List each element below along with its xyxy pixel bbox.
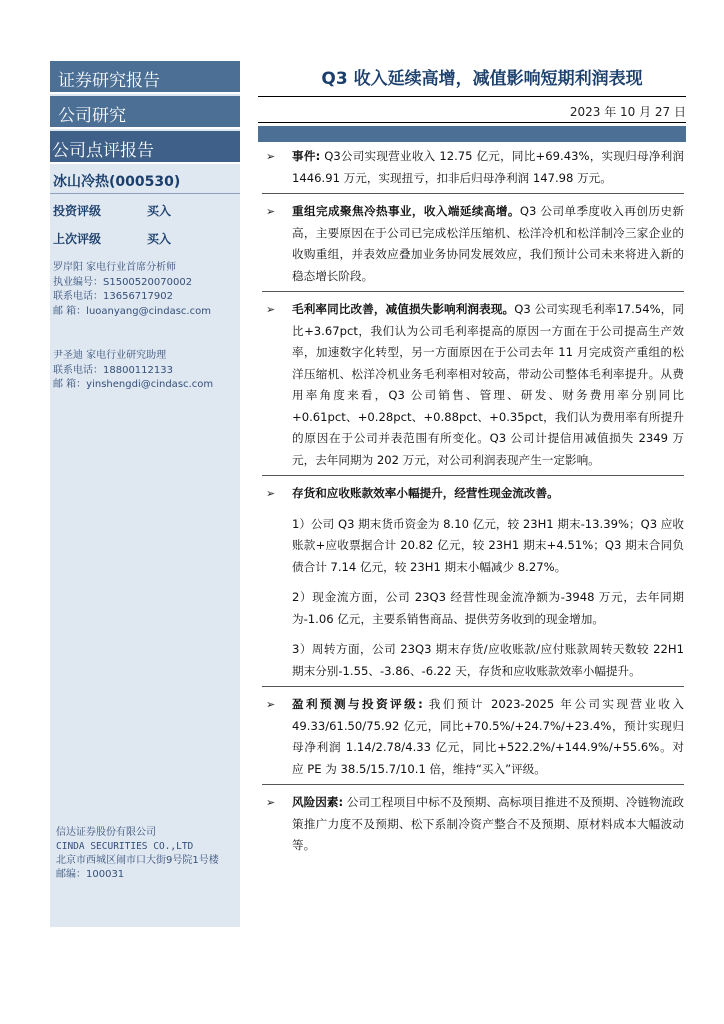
analyst-phone: 联系电话：18800112133 xyxy=(53,364,173,376)
rating-label: 上次评级 xyxy=(53,232,102,246)
bullet-arrow-icon: ➢ xyxy=(266,205,276,218)
report-subtype-label: 公司点评报告 xyxy=(50,131,240,164)
bullet-heading: 毛利率同比改善，减值损失影响利润表现。 xyxy=(292,302,515,316)
analyst-card xyxy=(53,349,213,393)
bullet-text: 我们预计 2023-2025 年公司实现营业收入 49.33/61.50/75.92 亿元，同比+70.5%/+24.7%/+23.4%，预计实现归母净利润 1.14/2.78/4.33 亿元，同比+522.2%/+144.9%/+55.6%。对应 PE 为 38.5/15.7/10.1 倍，维持“买入”评级。 xyxy=(292,697,684,776)
header-band xyxy=(258,126,686,142)
company-postcode: 邮编：100031 xyxy=(56,869,125,880)
analyst-phone: 联系电话：13656717902 xyxy=(53,291,173,302)
stock-name: 冰山冷热(000530) xyxy=(50,167,240,194)
bullet-risk xyxy=(262,792,684,857)
section-divider xyxy=(262,784,684,785)
bullet-heading: 重组完成聚焦冷热事业，收入端延续高增。 xyxy=(292,204,520,218)
analyst-email[interactable]: 邮 箱：luoanyang@cindasc.com xyxy=(53,305,211,317)
bullet-margin xyxy=(262,299,684,471)
bullet-arrow-icon: ➢ xyxy=(266,303,276,316)
bullet-revenue xyxy=(262,201,684,287)
company-info xyxy=(56,826,219,882)
rating-value: 买入 xyxy=(147,204,172,218)
header-divider xyxy=(258,96,686,97)
analyst-card xyxy=(53,261,211,319)
page-title: Q3 收入延续高增，减值影响短期利润表现 xyxy=(321,69,643,89)
section-divider xyxy=(262,475,684,476)
research-category-label: 公司研究 xyxy=(50,96,240,129)
sub-paragraph: 1）公司 Q3 期末货币资金为 8.10 亿元，较 23H1 期末-13.39%；Q3 应收账款+应收票据合计 20.82 亿元，较 23H1 期末+4.51%；Q3 期末合同负债合计 7.14 亿元，较 23H1 期末小幅减少 8.27%。 xyxy=(292,516,684,574)
analyst-name: 罗岸阳 家电行业首席分析师 xyxy=(53,262,177,273)
bullet-text: Q3 公司单季度收入再创历史新高，主要原因在于公司已完成松洋压缩机、松洋冷机和松洋制冷三家企业的收购重组，并表效应叠加业务协同发展效应，我们预计公司未来将进入新的稳态增长阶段。 xyxy=(292,204,684,283)
report-type-label: 证券研究报告 xyxy=(50,61,240,94)
analyst-email[interactable]: 邮 箱：yinshengdi@cindasc.com xyxy=(53,379,214,390)
bullet-arrow-icon: ➢ xyxy=(266,150,276,163)
sidebar xyxy=(50,61,240,927)
bullet-arrow-icon: ➢ xyxy=(266,796,276,809)
bullet-event xyxy=(262,146,684,189)
rating-previous xyxy=(53,230,172,247)
bullet-text: Q3 公司实现毛利率17.54%，同比+3.67pct，我们认为公司毛利率提高的原因一方面在于公司提高生产效率，加速数字化转型，另一方面原因在于公司去年 11 月完成资产重组的松洋压缩机、松洋冷机业务毛利率相对较高，带动公司整体毛利率提升。从费用率角度来看，Q3 公司销售、管理、研发、财务费用率分别同比+0.61pct、+0.28pct、+0.88pct、+0.35pct，我们认为费用率有所提升的原因在于公司并表范围有所变化。Q3 公司计提信用减值损失 2349 万元，去年同期为 202 万元，对公司利润表现产生一定影响。 xyxy=(292,302,684,467)
rating-investment xyxy=(53,202,172,219)
company-name-en: CINDA SECURITIES CO.,LTD xyxy=(56,841,194,852)
bullet-heading: 风险因素: xyxy=(292,795,344,809)
bullet-heading: 事件: xyxy=(292,149,321,163)
report-body xyxy=(262,146,684,857)
sub-paragraph: 2）现金流方面，公司 23Q3 经营性现金流净额为-3948 万元，去年同期为-1.06 亿元，主要系销售商品、提供劳务收到的现金增加。 xyxy=(292,590,684,626)
section-divider xyxy=(262,291,684,292)
bullet-arrow-icon: ➢ xyxy=(266,487,276,500)
bullet-inventory xyxy=(262,483,684,505)
bullet-text: 公司工程项目中标不及预期、高标项目推进不及预期、冷链物流政策推广力度不及预期、松下系制冷资产整合不及预期、原材料成本大幅波动等。 xyxy=(292,795,685,852)
bullet-arrow-icon: ➢ xyxy=(266,698,276,711)
bullet-heading: 存货和应收账款效率小幅提升，经营性现金流改善。 xyxy=(292,486,559,500)
rating-label: 投资评级 xyxy=(53,204,102,218)
report-date: 2023 年 10 月 27 日 xyxy=(569,105,686,119)
sub-paragraph: 3）周转方面，公司 23Q3 期末存货/应收账款/应付账款周转天数较 22H1 期末分别-1.55、-3.86、-6.22 天，存货和应收账款效率小幅提升。 xyxy=(292,642,684,678)
company-name-cn: 信达证券股份有限公司 xyxy=(56,827,156,838)
section-divider xyxy=(262,686,684,687)
header-divider xyxy=(258,122,686,123)
analyst-license: 执业编号：S1500520070002 xyxy=(53,276,193,288)
bullet-forecast xyxy=(262,694,684,780)
bullet-heading: 盈利预测与投资评级: xyxy=(292,697,423,711)
bullet-text: Q3公司实现营业收入 12.75 亿元，同比+69.43%，实现归母净利润 1446.91 万元，实现扭亏，扣非后归母净利润 147.98 万元。 xyxy=(292,149,685,185)
rating-value: 买入 xyxy=(147,232,172,246)
analyst-name: 尹圣迪 家电行业研究助理 xyxy=(53,350,167,361)
section-divider xyxy=(262,193,684,194)
company-address: 北京市西城区闹市口大街9号院1号楼 xyxy=(56,855,219,866)
